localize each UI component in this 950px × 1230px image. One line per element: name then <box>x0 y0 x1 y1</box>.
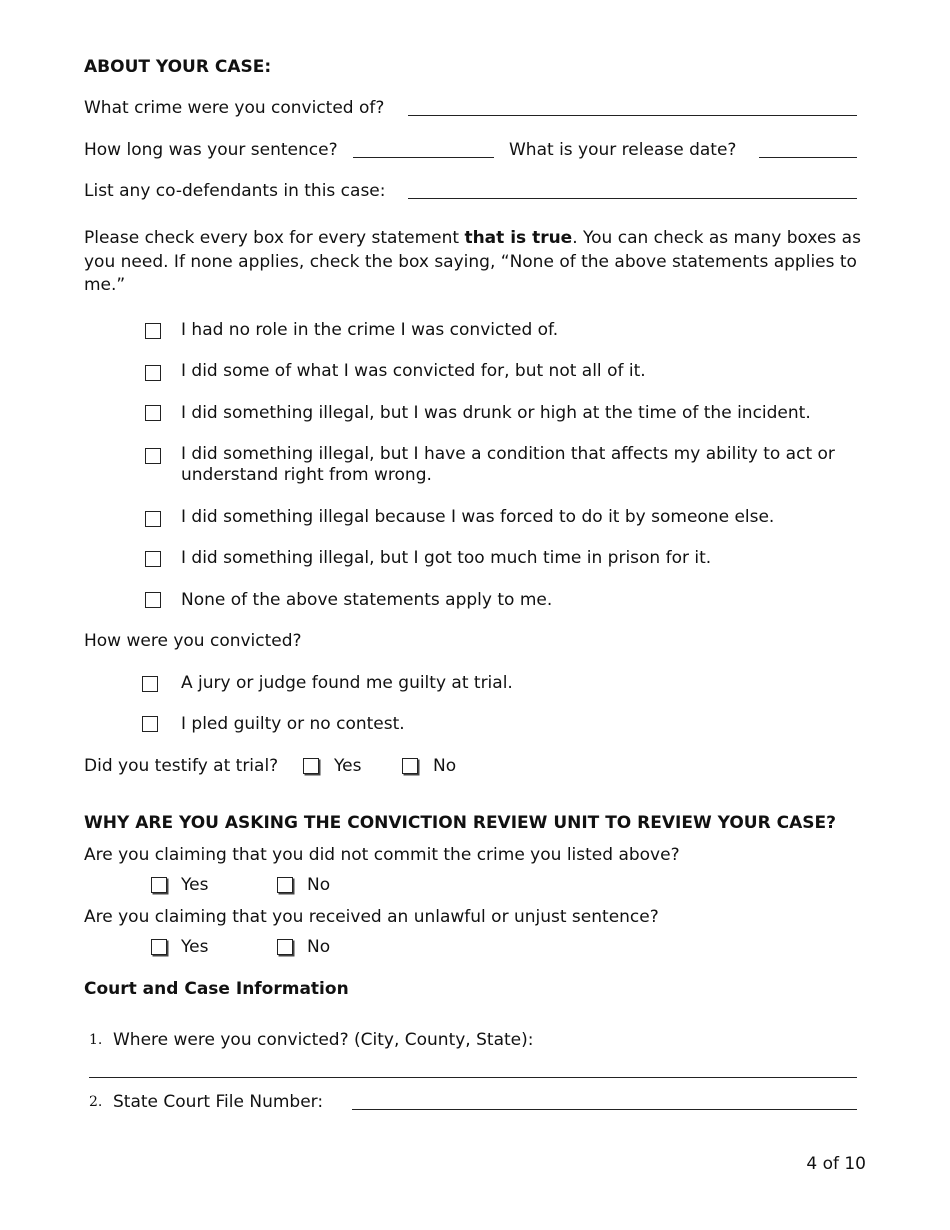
claim-innocence-no-label: No <box>307 875 331 895</box>
sentence-input-line[interactable] <box>353 140 494 158</box>
court-item-1-number: 1. <box>89 1032 103 1048</box>
codefendants-label: List any co-defendants in this case: <box>84 181 386 201</box>
statement-checkbox-6[interactable] <box>145 551 161 567</box>
page-number: 4 of 10 <box>806 1154 866 1174</box>
testify-yes-checkbox[interactable] <box>303 758 319 774</box>
conviction-location-label: Where were you convicted? (City, County, State): <box>113 1030 534 1050</box>
section-heading-why: WHY ARE YOU ASKING THE CONVICTION REVIEW UNIT TO REVIEW YOUR CASE? <box>84 813 836 833</box>
crime-input-line[interactable] <box>408 98 857 116</box>
conviction-question: How were you convicted? <box>84 631 302 651</box>
statement-label-5: I did something illegal because I was forced to do it by someone else. <box>181 507 775 527</box>
claim-sentence-yes-checkbox[interactable] <box>151 939 167 955</box>
sentence-label: How long was your sentence? <box>84 140 338 160</box>
statement-checkbox-7[interactable] <box>145 592 161 608</box>
statement-checkbox-2[interactable] <box>145 365 161 381</box>
conviction-plea-label: I pled guilty or no contest. <box>181 714 405 734</box>
instructions-text-1: Please check every box for every statement <box>84 228 465 248</box>
claim-innocence-question: Are you claiming that you did not commit the crime you listed above? <box>84 845 680 865</box>
claim-innocence-no-checkbox[interactable] <box>277 877 293 893</box>
testify-question: Did you testify at trial? <box>84 756 279 776</box>
codefendants-input-line[interactable] <box>408 181 857 199</box>
statement-label-7: None of the above statements apply to me. <box>181 590 553 610</box>
instructions-text-2: . You can check as many boxes as you need. If none applies, check the box saying, “None of the above statements applies to me.” <box>84 228 861 295</box>
testify-no-label: No <box>433 756 457 776</box>
statement-label-3: I did something illegal, but I was drunk or high at the time of the incident. <box>181 403 811 423</box>
statement-label-2: I did some of what I was convicted for, but not all of it. <box>181 361 646 381</box>
court-item-2-number: 2. <box>89 1094 103 1110</box>
conviction-location-input-line[interactable] <box>89 1060 857 1078</box>
testify-yes-label: Yes <box>334 756 362 776</box>
claim-sentence-no-label: No <box>307 937 331 957</box>
instructions-bold-text: that is true <box>464 228 573 248</box>
court-file-number-label: State Court File Number: <box>113 1092 324 1112</box>
section-heading-court: Court and Case Information <box>84 979 349 999</box>
conviction-trial-checkbox[interactable] <box>142 676 158 692</box>
testify-no-checkbox[interactable] <box>402 758 418 774</box>
statement-checkbox-1[interactable] <box>145 323 161 339</box>
section-heading-about: ABOUT YOUR CASE: <box>84 57 272 77</box>
conviction-trial-label: A jury or judge found me guilty at trial. <box>181 673 513 693</box>
statement-label-4: I did something illegal, but I have a condition that affects my ability to act or understand right from wrong. <box>181 444 835 485</box>
statement-checkbox-5[interactable] <box>145 511 161 527</box>
release-date-label: What is your release date? <box>509 140 737 160</box>
court-file-number-input-line[interactable] <box>352 1092 857 1110</box>
statement-label-6: I did something illegal, but I got too much time in prison for it. <box>181 548 712 568</box>
claim-sentence-no-checkbox[interactable] <box>277 939 293 955</box>
crime-label: What crime were you convicted of? <box>84 98 385 118</box>
claim-sentence-yes-label: Yes <box>181 937 209 957</box>
statement-label-1: I had no role in the crime I was convicted of. <box>181 320 559 340</box>
release-date-input-line[interactable] <box>759 140 857 158</box>
claim-sentence-question: Are you claiming that you received an unlawful or unjust sentence? <box>84 907 659 927</box>
statement-checkbox-3[interactable] <box>145 405 161 421</box>
conviction-plea-checkbox[interactable] <box>142 716 158 732</box>
claim-innocence-yes-label: Yes <box>181 875 209 895</box>
statement-checkbox-4[interactable] <box>145 448 161 464</box>
instructions-paragraph <box>84 227 864 298</box>
claim-innocence-yes-checkbox[interactable] <box>151 877 167 893</box>
